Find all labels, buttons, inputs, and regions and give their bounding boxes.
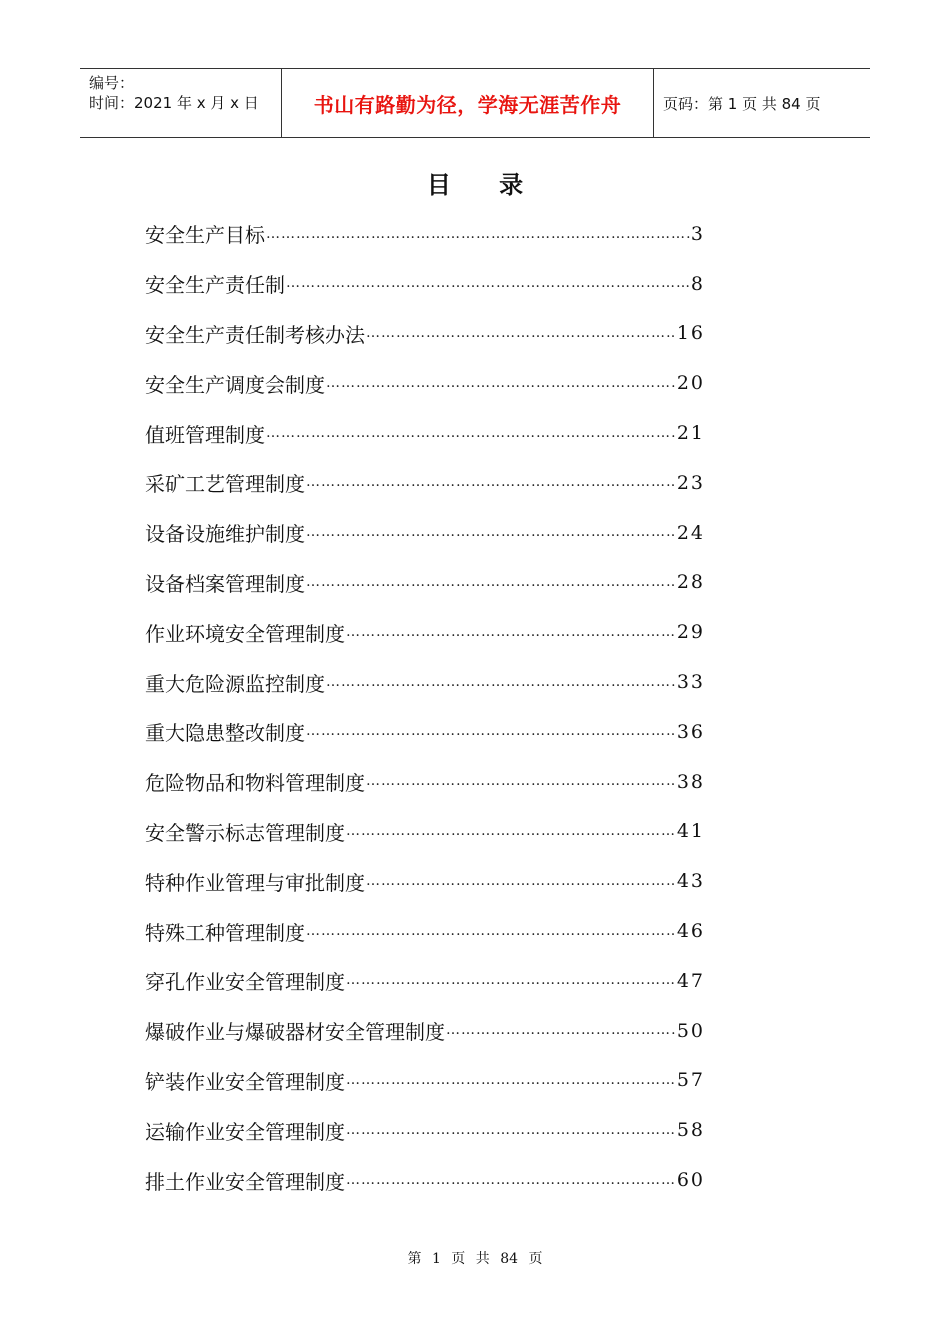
toc-leader-dots xyxy=(306,474,676,491)
toc-entry[interactable] xyxy=(145,209,705,259)
toc-entry-page: 20 xyxy=(676,372,705,395)
toc-entry-title: 设备设施维护制度 xyxy=(145,522,305,547)
toc-entry-page: 23 xyxy=(676,471,705,494)
toc-entry-title: 安全生产责任制考核办法 xyxy=(145,322,365,347)
toc-entry-page: 33 xyxy=(676,671,705,694)
toc-entry[interactable] xyxy=(145,458,705,508)
toc-entry[interactable] xyxy=(145,259,705,309)
toc-entry[interactable] xyxy=(145,358,705,408)
toc-entry-title: 特种作业管理与审批制度 xyxy=(145,870,365,895)
toc-entry[interactable] xyxy=(145,856,705,906)
toc-leader-dots xyxy=(346,624,676,641)
toc-leader-dots xyxy=(366,773,676,790)
toc-entry-title: 值班管理制度 xyxy=(145,422,265,447)
toc-leader-dots xyxy=(366,873,676,890)
toc-entry[interactable] xyxy=(145,757,705,807)
toc-entry[interactable] xyxy=(145,508,705,558)
toc-leader-dots xyxy=(306,723,676,740)
toc-list xyxy=(145,209,705,1205)
header-motto: 书山有路勤为径，学海无涯苦作舟 xyxy=(282,69,654,137)
toc-entry-page: 46 xyxy=(676,920,705,943)
toc-entry-page: 41 xyxy=(676,820,705,843)
toc-leader-dots xyxy=(286,275,690,292)
toc-entry-page: 28 xyxy=(676,571,705,594)
toc-entry[interactable] xyxy=(145,1155,705,1205)
toc-entry[interactable] xyxy=(145,707,705,757)
toc-entry-title: 运输作业安全管理制度 xyxy=(145,1119,345,1144)
toc-entry-title: 重大隐患整改制度 xyxy=(145,721,305,746)
toc-entry-page: 8 xyxy=(690,272,705,295)
toc-entry-title: 铲装作业安全管理制度 xyxy=(145,1069,345,1094)
toc-entry[interactable] xyxy=(145,807,705,857)
toc-leader-dots xyxy=(326,375,676,392)
page-footer: 第 1 页 共 84 页 xyxy=(407,1251,543,1267)
toc-entry-page: 50 xyxy=(676,1019,705,1042)
header-page-info: 页码：第 1 页 共 84 页 xyxy=(663,94,821,113)
toc-leader-dots xyxy=(306,923,676,940)
toc-leader-dots xyxy=(306,574,676,591)
toc-leader-dots xyxy=(346,972,676,989)
toc-leader-dots xyxy=(326,674,676,691)
toc-title: 目 录 xyxy=(426,171,524,199)
toc-entry-page: 16 xyxy=(676,322,705,345)
page-header xyxy=(80,68,870,138)
toc-entry-page: 21 xyxy=(676,422,705,445)
toc-entry-page: 60 xyxy=(676,1169,705,1192)
toc-entry-page: 38 xyxy=(676,770,705,793)
serial-label: 编号： xyxy=(89,74,135,92)
toc-entry-title: 安全警示标志管理制度 xyxy=(145,820,345,845)
toc-entry[interactable] xyxy=(145,558,705,608)
toc-leader-dots xyxy=(346,1072,676,1089)
toc-entry-page: 47 xyxy=(676,969,705,992)
toc-leader-dots xyxy=(306,524,676,541)
toc-entry-page: 24 xyxy=(676,521,705,544)
toc-entry[interactable] xyxy=(145,1056,705,1106)
toc-entry-page: 57 xyxy=(676,1069,705,1092)
toc-leader-dots xyxy=(346,1172,676,1189)
toc-entry-title: 重大危险源监控制度 xyxy=(145,671,325,696)
toc-entry-title: 安全生产责任制 xyxy=(145,273,285,298)
toc-entry[interactable] xyxy=(145,956,705,1006)
toc-leader-dots xyxy=(346,823,676,840)
toc-entry[interactable] xyxy=(145,408,705,458)
header-meta xyxy=(80,69,282,137)
toc-entry-title: 排土作业安全管理制度 xyxy=(145,1169,345,1194)
toc-entry-title: 危险物品和物料管理制度 xyxy=(145,771,365,796)
toc-entry-title: 作业环境安全管理制度 xyxy=(145,621,345,646)
toc-entry-page: 3 xyxy=(690,222,705,245)
toc-leader-dots xyxy=(366,325,676,342)
toc-leader-dots xyxy=(266,226,690,243)
toc-entry[interactable] xyxy=(145,1105,705,1155)
toc-leader-dots xyxy=(266,425,676,442)
toc-entry[interactable] xyxy=(145,657,705,707)
toc-entry-title: 特殊工种管理制度 xyxy=(145,920,305,945)
toc-entry-page: 43 xyxy=(676,870,705,893)
toc-entry-page: 29 xyxy=(676,621,705,644)
time-label: 时间：2021 年 x 月 x 日 xyxy=(89,94,259,112)
toc-leader-dots xyxy=(346,1122,676,1139)
toc-entry-title: 采矿工艺管理制度 xyxy=(145,472,305,497)
toc-entry-title: 爆破作业与爆破器材安全管理制度 xyxy=(145,1020,445,1045)
toc-entry[interactable] xyxy=(145,607,705,657)
toc-leader-dots xyxy=(446,1022,676,1039)
toc-entry-page: 58 xyxy=(676,1119,705,1142)
toc-entry[interactable] xyxy=(145,1006,705,1056)
toc-entry[interactable] xyxy=(145,906,705,956)
toc-entry-title: 穿孔作业安全管理制度 xyxy=(145,970,345,995)
toc-entry[interactable] xyxy=(145,309,705,359)
toc-entry-title: 安全生产调度会制度 xyxy=(145,372,325,397)
toc-entry-title: 安全生产目标 xyxy=(145,223,265,248)
toc-entry-title: 设备档案管理制度 xyxy=(145,571,305,596)
toc-entry-page: 36 xyxy=(676,720,705,743)
